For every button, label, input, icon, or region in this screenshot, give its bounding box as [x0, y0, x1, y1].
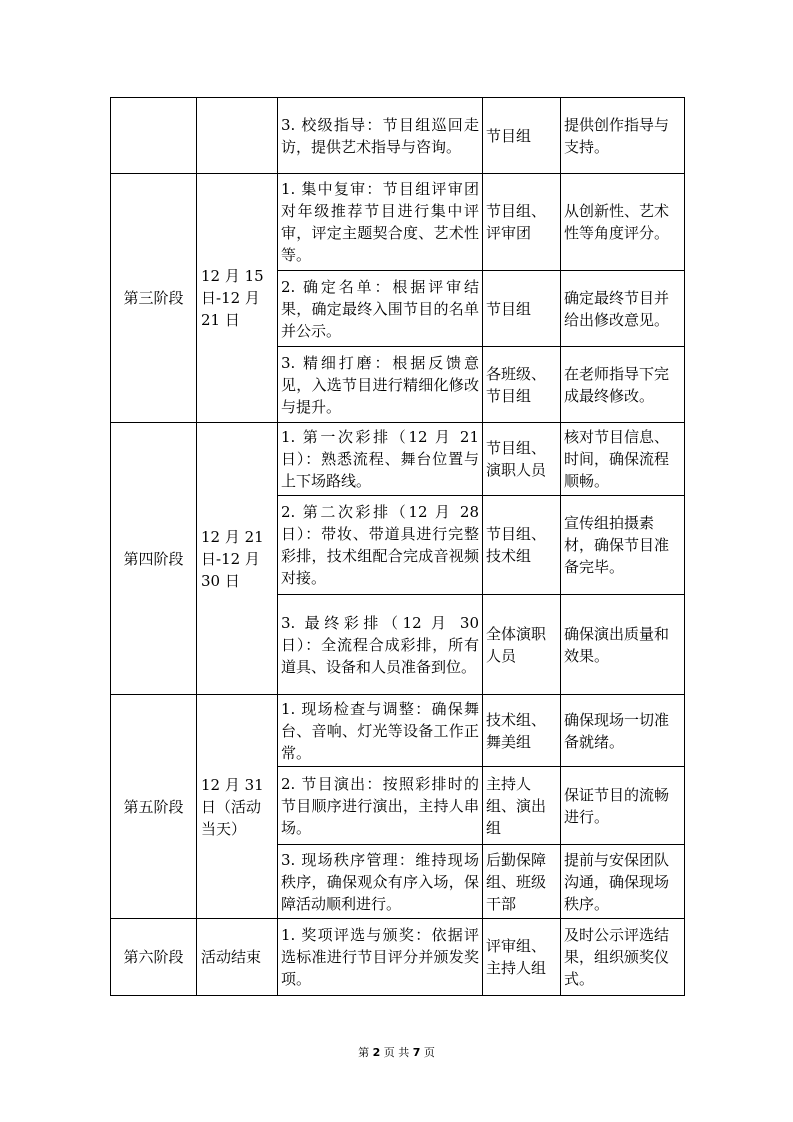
current-page-number: 2 — [372, 1046, 381, 1059]
activity-schedule-table — [110, 97, 685, 996]
owner-cell: 节目组 — [483, 271, 561, 347]
stage-cell — [111, 98, 197, 174]
note-cell: 在老师指导下完成最终修改。 — [561, 347, 685, 423]
footer-suffix: 页 — [423, 1046, 435, 1059]
owner-cell: 各班级、节目组 — [483, 347, 561, 423]
task-cell: 1. 集中复审：节目组评审团对年级推荐节目进行集中评审，评定主题契合度、艺术性等。 — [278, 174, 483, 271]
task-cell: 1. 奖项评选与颁奖：依据评选标准进行节目评分并颁发奖项。 — [278, 919, 483, 996]
date-cell — [197, 98, 278, 174]
owner-cell: 节目组、技术组 — [483, 496, 561, 595]
owner-cell: 节目组、评审团 — [483, 174, 561, 271]
page-footer — [0, 1044, 793, 1060]
note-cell: 确定最终节目并给出修改意见。 — [561, 271, 685, 347]
note-cell: 确保现场一切准备就绪。 — [561, 695, 685, 767]
date-cell: 12 月 15 日-12 月 21 日 — [197, 174, 278, 423]
date-cell: 活动结束 — [197, 919, 278, 996]
stage-cell: 第四阶段 — [111, 423, 197, 695]
table-row — [111, 98, 685, 174]
total-pages-number: 7 — [412, 1046, 421, 1059]
owner-cell: 全体演职人员 — [483, 595, 561, 695]
owner-cell: 主持人组、演出组 — [483, 767, 561, 845]
task-cell: 3. 现场秩序管理：维持现场秩序，确保观众有序入场，保障活动顺利进行。 — [278, 845, 483, 919]
note-cell: 从创新性、艺术性等角度评分。 — [561, 174, 685, 271]
note-cell: 提供创作指导与支持。 — [561, 98, 685, 174]
task-cell: 2. 确定名单：根据评审结果，确定最终入围节目的名单并公示。 — [278, 271, 483, 347]
owner-cell: 节目组 — [483, 98, 561, 174]
stage-cell: 第六阶段 — [111, 919, 197, 996]
table-row — [111, 695, 685, 767]
note-cell: 保证节目的流畅进行。 — [561, 767, 685, 845]
task-cell: 3. 校级指导：节目组巡回走访，提供艺术指导与咨询。 — [278, 98, 483, 174]
stage-cell: 第三阶段 — [111, 174, 197, 423]
note-cell: 及时公示评选结果，组织颁奖仪式。 — [561, 919, 685, 996]
note-cell: 宣传组拍摄素材，确保节目准备完毕。 — [561, 496, 685, 595]
footer-prefix: 第 — [358, 1046, 370, 1059]
task-cell: 2. 第二次彩排（12 月 28 日）：带妆、带道具进行完整彩排，技术组配合完成音视频对接。 — [278, 496, 483, 595]
note-cell: 确保演出质量和效果。 — [561, 595, 685, 695]
date-cell: 12 月 21 日-12 月 30 日 — [197, 423, 278, 695]
date-cell: 12 月 31 日（活动当天） — [197, 695, 278, 919]
table-row — [111, 174, 685, 271]
task-cell: 1. 第一次彩排（12 月 21 日）：熟悉流程、舞台位置与上下场路线。 — [278, 423, 483, 496]
owner-cell: 评审组、主持人组 — [483, 919, 561, 996]
task-cell: 1. 现场检查与调整：确保舞台、音响、灯光等设备工作正常。 — [278, 695, 483, 767]
table-row — [111, 423, 685, 496]
table-row — [111, 919, 685, 996]
footer-middle: 页 共 — [383, 1046, 410, 1059]
owner-cell: 后勤保障组、班级干部 — [483, 845, 561, 919]
note-cell: 核对节目信息、时间，确保流程顺畅。 — [561, 423, 685, 496]
task-cell: 3. 精细打磨：根据反馈意见，入选节目进行精细化修改与提升。 — [278, 347, 483, 423]
owner-cell: 技术组、舞美组 — [483, 695, 561, 767]
task-cell: 2. 节目演出：按照彩排时的节目顺序进行演出，主持人串场。 — [278, 767, 483, 845]
note-cell: 提前与安保团队沟通，确保现场秩序。 — [561, 845, 685, 919]
task-cell: 3. 最终彩排（12 月 30 日）：全流程合成彩排，所有道具、设备和人员准备到位。 — [278, 595, 483, 695]
owner-cell: 节目组、演职人员 — [483, 423, 561, 496]
stage-cell: 第五阶段 — [111, 695, 197, 919]
